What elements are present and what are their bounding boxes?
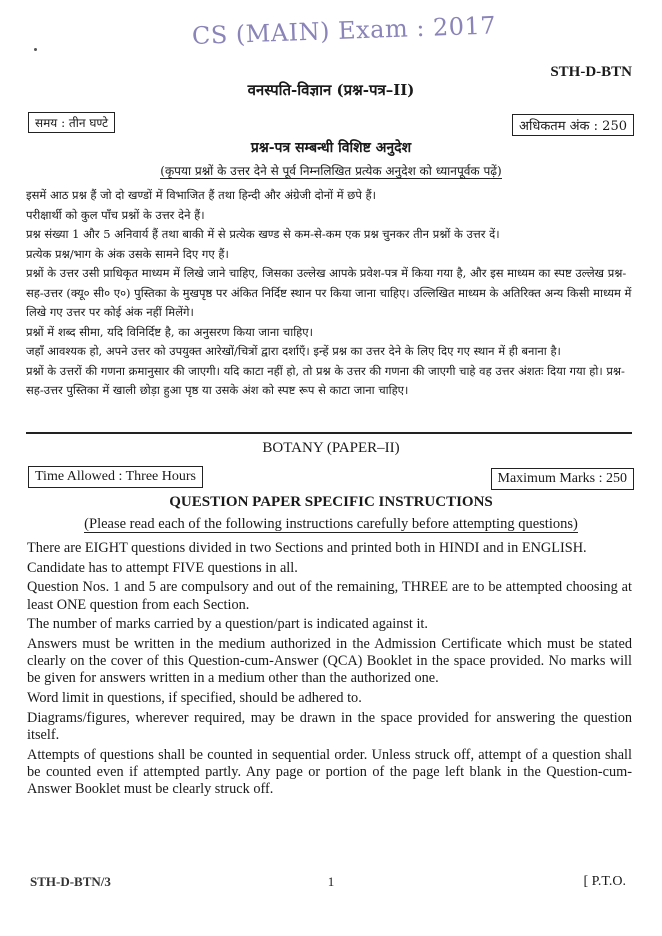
english-instructions-list [27,540,632,801]
hindi-paper-title: वनस्पति-विज्ञान (प्रश्न-पत्र–II) [247,81,415,99]
hindi-instruction: परीक्षार्थी को कुल पाँच प्रश्नों के उत्तर देने हैं। [26,207,205,222]
exam-stamp: CS (MAIN) Exam : 2017 [191,11,497,50]
hindi-instruction: प्रश्नों के उत्तरों की गणना क्रमानुसार की जाएगी। यदि काटा नहीं हो, तो प्रश्न के उत्तर की गणना की जाएगी चाहे वह उत्तर अंशतः दिया गया हो। प्रश्न-सह-उत्तर पुस्तिका में खाली छोड़ा हुआ पृष्ठ या उसके अंश को स्पष्ट रूप से काटा जाना चाहिए। [26,363,625,397]
hindi-max-marks-box: अधिकतम अंक : 250 [512,114,634,136]
english-paper-title: BOTANY (PAPER–II) [262,440,400,456]
hindi-instruction: प्रश्नों में शब्द सीमा, यदि विनिर्दिष्ट है, का अनुसरण किया जाना चाहिए। [26,324,313,339]
hindi-instructions-heading: प्रश्न-पत्र सम्बन्धी विशिष्ट अनुदेश [250,140,412,156]
english-instruction: Word limit in questions, if specified, should be adhered to. [27,690,362,707]
english-subheading-text: (Please read each of the following instructions carefully before attempting questions) [84,516,578,532]
english-max-marks-box: Maximum Marks : 250 [491,468,635,490]
hindi-instruction: जहाँ आवश्यक हो, अपने उत्तर को उपयुक्त आरेखों/चित्रों द्वारा दर्शाएँ। इन्हें प्रश्न का उत्तर देने के लिए दिए गए स्थान में ही बनाना है। [26,344,561,358]
english-instructions-subheading [0,516,662,533]
english-instruction: Diagrams/figures, wherever required, may be drawn in the space provided for answering the question itself. [27,709,632,744]
hindi-time-allowed-box: समय : तीन घण्टे [28,112,115,133]
page-number: 1 [327,874,335,889]
english-instructions-heading: QUESTION PAPER SPECIFIC INSTRUCTIONS [169,494,493,510]
pto-label: [ P.T.O. [583,874,626,889]
english-time-allowed-box: Time Allowed : Three Hours [28,466,203,488]
english-instruction: There are EIGHT questions divided in two Sections and printed both in HINDI and in ENGLISH. [27,540,587,556]
english-instruction: Candidate has to attempt FIVE questions in all. [27,559,298,576]
english-instruction: Answers must be written in the medium authorized in the Admission Certificate which must be stated clearly on the cover of this Question-cum-Answer (QCA) Booklet in the space provided. No marks will be given for answers written in a medium other than the authorized one. [27,636,632,687]
hindi-instruction: प्रश्नों के उत्तर उसी प्राधिकृत माध्यम में लिखे जाने चाहिए, जिसका उल्लेख आपके प्रवेश-पत्र में किया गया है, और इस माध्यम का स्पष्ट उल्लेख प्रश्न-सह-उत्तर (क्यू० सी० ए०) पुस्तिका के मुखपृष्ठ पर अंकित निर्दिष्ट स्थान पर किया जाना चाहिए। उल्लिखित माध्यम के अतिरिक्त अन्य किसी माध्यम में लिखे गए उत्तर पर कोई अंक नहीं मिलेंगे। [26,266,632,319]
hindi-instructions-list [26,186,638,401]
paper-code: STH-D-BTN [550,64,632,80]
hindi-subheading-text: (कृपया प्रश्नों के उत्तर देने से पूर्व निम्नलिखित प्रत्येक अनुदेश को ध्यानपूर्वक पढ़ें) [160,164,502,178]
hindi-instructions-subheading [0,162,662,179]
english-instruction: Attempts of questions shall be counted in sequential order. Unless struck off, attempt of a question shall be counted even if attempted partly. Any page or portion of the page left blank in the Question-cum-Answer Booklet must be clearly struck off. [27,746,632,798]
hindi-instruction: प्रत्येक प्रश्न/भाग के अंक उसके सामने दिए गए हैं। [26,246,229,261]
section-divider [26,432,632,434]
footer-paper-code: STH-D-BTN/3 [30,874,111,889]
english-instruction: Question Nos. 1 and 5 are compulsory and out of the remaining, THREE are to be attempted choosing at least ONE question from each Section. [27,579,632,613]
hindi-instruction: प्रश्न संख्या 1 और 5 अनिवार्य हैं तथा बाकी में से प्रत्येक खण्ड से कम-से-कम एक प्रश्न चुनकर तीन प्रश्नों के उत्तर दें। [26,227,500,241]
hindi-instruction: इसमें आठ प्रश्न हैं जो दो खण्डों में विभाजित हैं तथा हिन्दी और अंग्रेजी दोनों में छपे हैं। [26,188,376,202]
english-instruction: The number of marks carried by a question/part is indicated against it. [27,616,428,633]
print-speck [34,48,37,51]
